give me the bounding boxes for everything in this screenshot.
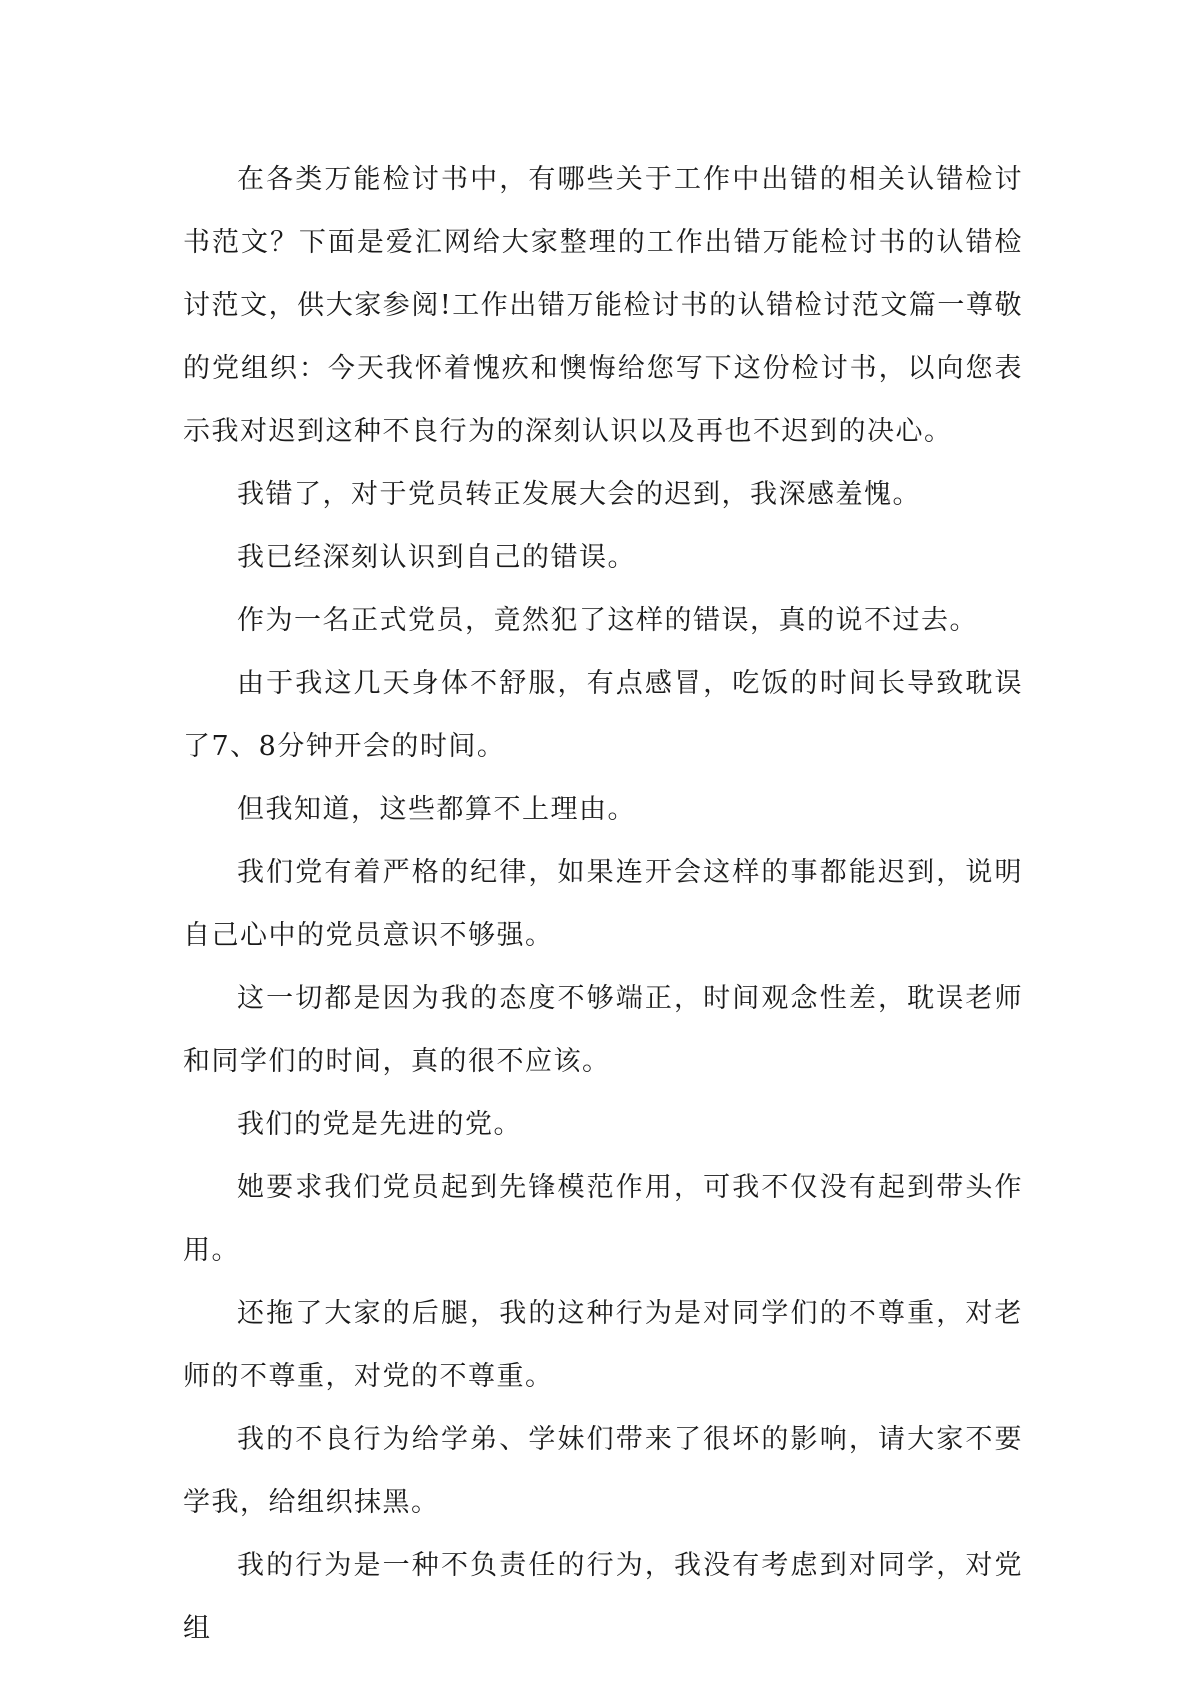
paragraph: 我们的党是先进的党。 <box>237 1109 522 1140</box>
document-body <box>183 148 1023 1660</box>
paragraph-last: 我的行为是一种不负责任的行为，我没有考虑到对同学，对党组 <box>183 1550 1023 1644</box>
paragraph: 我们党有着严格的纪律，如果连开会这样的事都能迟到，说明自己心中的党员意识不够强。 <box>183 857 1023 951</box>
paragraph: 我已经深刻认识到自己的错误。 <box>237 542 636 573</box>
paragraph: 作为一名正式党员，竟然犯了这样的错误，真的说不过去。 <box>237 605 978 636</box>
paragraph: 她要求我们党员起到先锋模范作用，可我不仅没有起到带头作用。 <box>183 1172 1023 1266</box>
paragraph: 但我知道，这些都算不上理由。 <box>237 794 636 825</box>
paragraph-intro: 在各类万能检讨书中，有哪些关于工作中出错的相关认错检讨书范文？下面是爱汇网给大家整理的工作出错万能检讨书的认错检讨范文，供大家参阅!工作出错万能检讨书的认错检讨范文篇一尊敬的党组织：今天我怀着愧疚和懊悔给您写下这份检讨书，以向您表示我对迟到这种不良行为的深刻认识以及再也不迟到的决心。 <box>183 164 1023 447</box>
paragraph: 我错了，对于党员转正发展大会的迟到，我深感羞愧。 <box>237 479 921 510</box>
paragraph: 还拖了大家的后腿，我的这种行为是对同学们的不尊重，对老师的不尊重，对党的不尊重。 <box>183 1298 1023 1392</box>
paragraph: 我的不良行为给学弟、学妹们带来了很坏的影响，请大家不要学我，给组织抹黑。 <box>183 1424 1023 1518</box>
paragraph: 这一切都是因为我的态度不够端正，时间观念性差，耽误老师和同学们的时间，真的很不应该。 <box>183 983 1023 1077</box>
paragraph: 由于我这几天身体不舒服，有点感冒，吃饭的时间长导致耽误了7、8分钟开会的时间。 <box>183 668 1023 762</box>
